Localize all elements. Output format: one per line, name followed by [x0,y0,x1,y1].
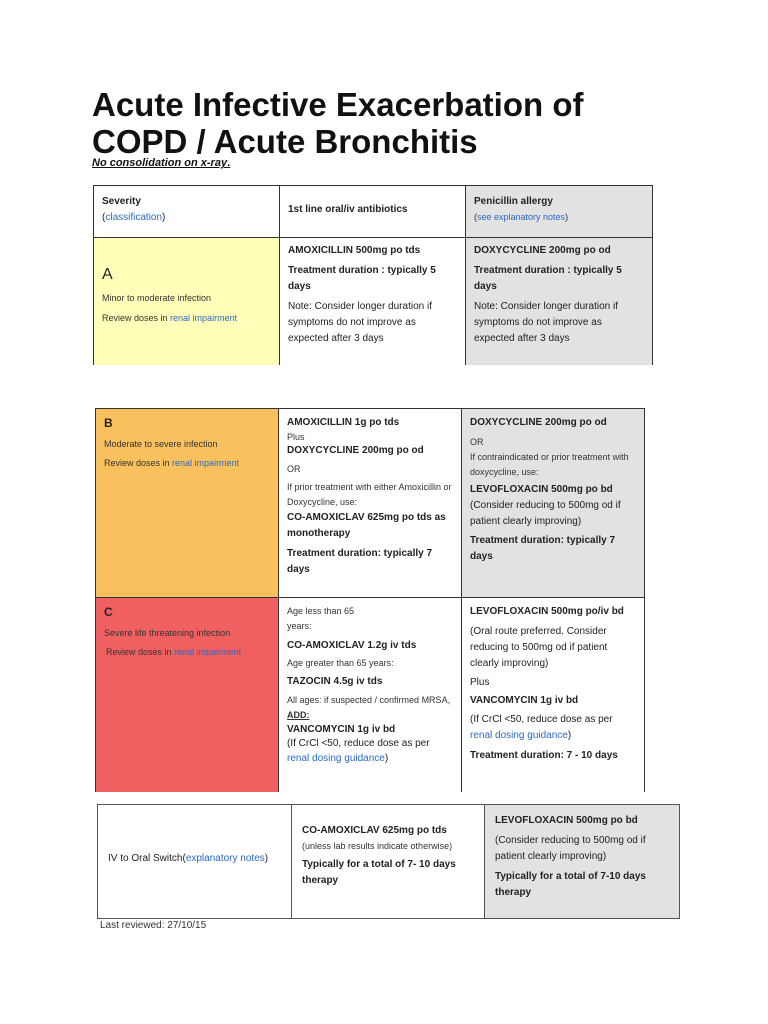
row-c-drug-1: CO-AMOXICLAV 1.2g iv tds [287,640,417,651]
switch-first-line-cell [292,805,485,919]
switch-allergy-consider: (Consider reducing to 500mg od if patient clearly improving) [495,835,646,862]
row-c-guidance-close: ) [384,753,389,764]
row-b-drug-3: CO-AMOXICLAV 625mg po tds as monotherapy [287,512,446,539]
review-doses-b-prefix: Review doses in [104,458,173,468]
table-header-row [94,186,653,238]
switch-allergy-typically: Typically for a total of 7-10 days therapy [495,871,646,898]
table-row-a [94,238,653,365]
row-b-duration: Treatment duration: typically 7 days [287,548,433,575]
title-line-1: Acute Infective Exacerbation of [92,86,584,123]
header-first-line: 1st line oral/iv antibiotics [288,204,408,215]
severity-c-desc: Severe life threatening infection [104,628,231,638]
row-a-duration: Treatment duration : typically 5 days [288,265,436,292]
severity-b-desc: Moderate to severe infection [104,439,218,449]
row-a-allergy-cell [466,238,653,365]
header-severity: Severity [102,196,141,207]
page-title [92,86,692,160]
switch-unless: (unless lab results indicate otherwise) [302,841,453,851]
row-b-first-line-cell [279,409,462,598]
see-notes-link[interactable]: see explanatory notes [477,212,566,222]
row-a-allergy-drug: DOXYCYCLINE 200mg po od [474,245,611,256]
row-c-crcl: (If CrCl <50, reduce dose as per [287,738,430,749]
classification-link[interactable]: classification [105,212,163,223]
row-b-drug-2: DOXYCYCLINE 200mg po od [287,445,424,456]
table-row-switch [98,805,680,919]
header-penicillin: Penicillin allergy [474,196,553,207]
antibiotic-table-part-1 [93,185,653,365]
classification-close: ) [162,212,166,223]
switch-explanatory-notes-link[interactable]: explanatory notes [185,853,265,864]
row-b-allergy-cell [462,409,645,598]
row-c-allergy-duration: Treatment duration: 7 - 10 days [470,750,618,761]
header-penicillin-cell [466,186,653,238]
switch-label-open: ( [182,853,186,864]
row-c-age-lt: Age less than 65 years: [287,606,355,631]
severity-a-desc: Minor to moderate infection [102,293,212,303]
title-line-2: COPD / Acute Bronchitis [92,123,478,160]
row-c-allergy-plus: Plus [470,677,490,688]
switch-label: IV to Oral Switch [108,853,183,864]
row-b-or: OR [287,464,301,474]
row-b-plus: Plus [287,432,305,442]
row-c-allergy-cell [462,598,645,792]
switch-drug: CO-AMOXICLAV 625mg po tds [302,825,447,836]
row-c-drug-2: TAZOCIN 4.5g iv tds [287,676,383,687]
see-notes-open: ( [474,212,477,222]
header-first-line-cell [280,186,466,238]
antibiotic-table-part-2 [95,408,645,792]
row-c-all-ages: All ages: if suspected / confirmed MRSA, [287,695,451,705]
row-b-drug-1: AMOXICILLIN 1g po tds [287,417,400,428]
row-c-allergy-guidance-close: ) [567,730,572,741]
row-c-renal-guidance-link[interactable]: renal dosing guidance [287,753,385,764]
classification-open: ( [102,212,106,223]
table-row-c [96,598,645,792]
severity-b-cell [96,409,279,598]
row-c-allergy-drug-2: VANCOMYCIN 1g iv bd [470,695,579,706]
row-c-allergy-renal-guidance-link[interactable]: renal dosing guidance [470,730,568,741]
row-c-allergy-oral: (Oral route preferred. Consider reducing to 500mg od if patient clearly improving) [470,626,608,669]
switch-label-cell [98,805,292,919]
review-doses-c-prefix: Review doses in [106,647,175,657]
severity-a-cell [94,238,280,365]
severity-letter-c: C [104,605,113,619]
severity-letter-a: A [102,266,113,283]
switch-typically: Typically for a total of 7- 10 days therapy [302,859,456,886]
row-c-allergy-crcl: (If CrCl <50, reduce dose as per [470,714,613,725]
row-b-allergy-duration: Treatment duration: typically 7 days [470,535,616,562]
page-subtitle [92,157,230,169]
row-b-allergy-contra: If contraindicated or prior treatment with doxycycline, use: [470,452,629,477]
row-a-allergy-duration: Treatment duration : typically 5 days [474,265,622,292]
renal-impairment-link-c[interactable]: renal impairment [174,647,242,657]
header-severity-cell [94,186,280,238]
row-a-drug: AMOXICILLIN 500mg po tds [288,245,421,256]
row-b-allergy-drug-2: LEVOFLOXACIN 500mg po bd [470,484,613,495]
row-c-add: ADD: [287,710,310,720]
subtitle-text: No consolidation on x-ray [92,157,228,169]
row-b-allergy-drug-1: DOXYCYCLINE 200mg po od [470,417,607,428]
switch-allergy-drug: LEVOFLOXACIN 500mg po bd [495,815,638,826]
row-a-first-line-cell [280,238,466,365]
iv-oral-switch-table [97,804,680,919]
switch-allergy-cell [485,805,680,919]
table-row-b [96,409,645,598]
row-b-allergy-or: OR [470,437,484,447]
last-reviewed: Last reviewed: 27/10/15 [100,920,207,931]
switch-label-close: ) [264,853,269,864]
severity-c-cell [96,598,279,792]
renal-impairment-link-a[interactable]: renal impairment [170,313,238,323]
severity-letter-b: B [104,416,113,430]
subtitle-suffix: . [227,157,231,169]
row-c-age-gt: Age greater than 65 years: [287,658,394,668]
row-a-note: Note: Consider longer duration if symptoms do not improve as expected after 3 days [288,301,432,344]
review-doses-a-prefix: Review doses in [102,313,171,323]
row-c-first-line-cell [279,598,462,792]
row-b-prior: If prior treatment with either Amoxicillin or Doxycycline, use: [287,482,452,507]
row-b-allergy-consider: (Consider reducing to 500mg od if patient clearly improving) [470,500,621,527]
see-notes-close: ) [565,212,569,222]
row-c-drug-3: VANCOMYCIN 1g iv bd [287,724,396,735]
renal-impairment-link-b[interactable]: renal impairment [172,458,240,468]
row-a-allergy-note: Note: Consider longer duration if symptoms do not improve as expected after 3 days [474,301,618,344]
row-c-allergy-drug-1: LEVOFLOXACIN 500mg po/iv bd [470,606,624,617]
